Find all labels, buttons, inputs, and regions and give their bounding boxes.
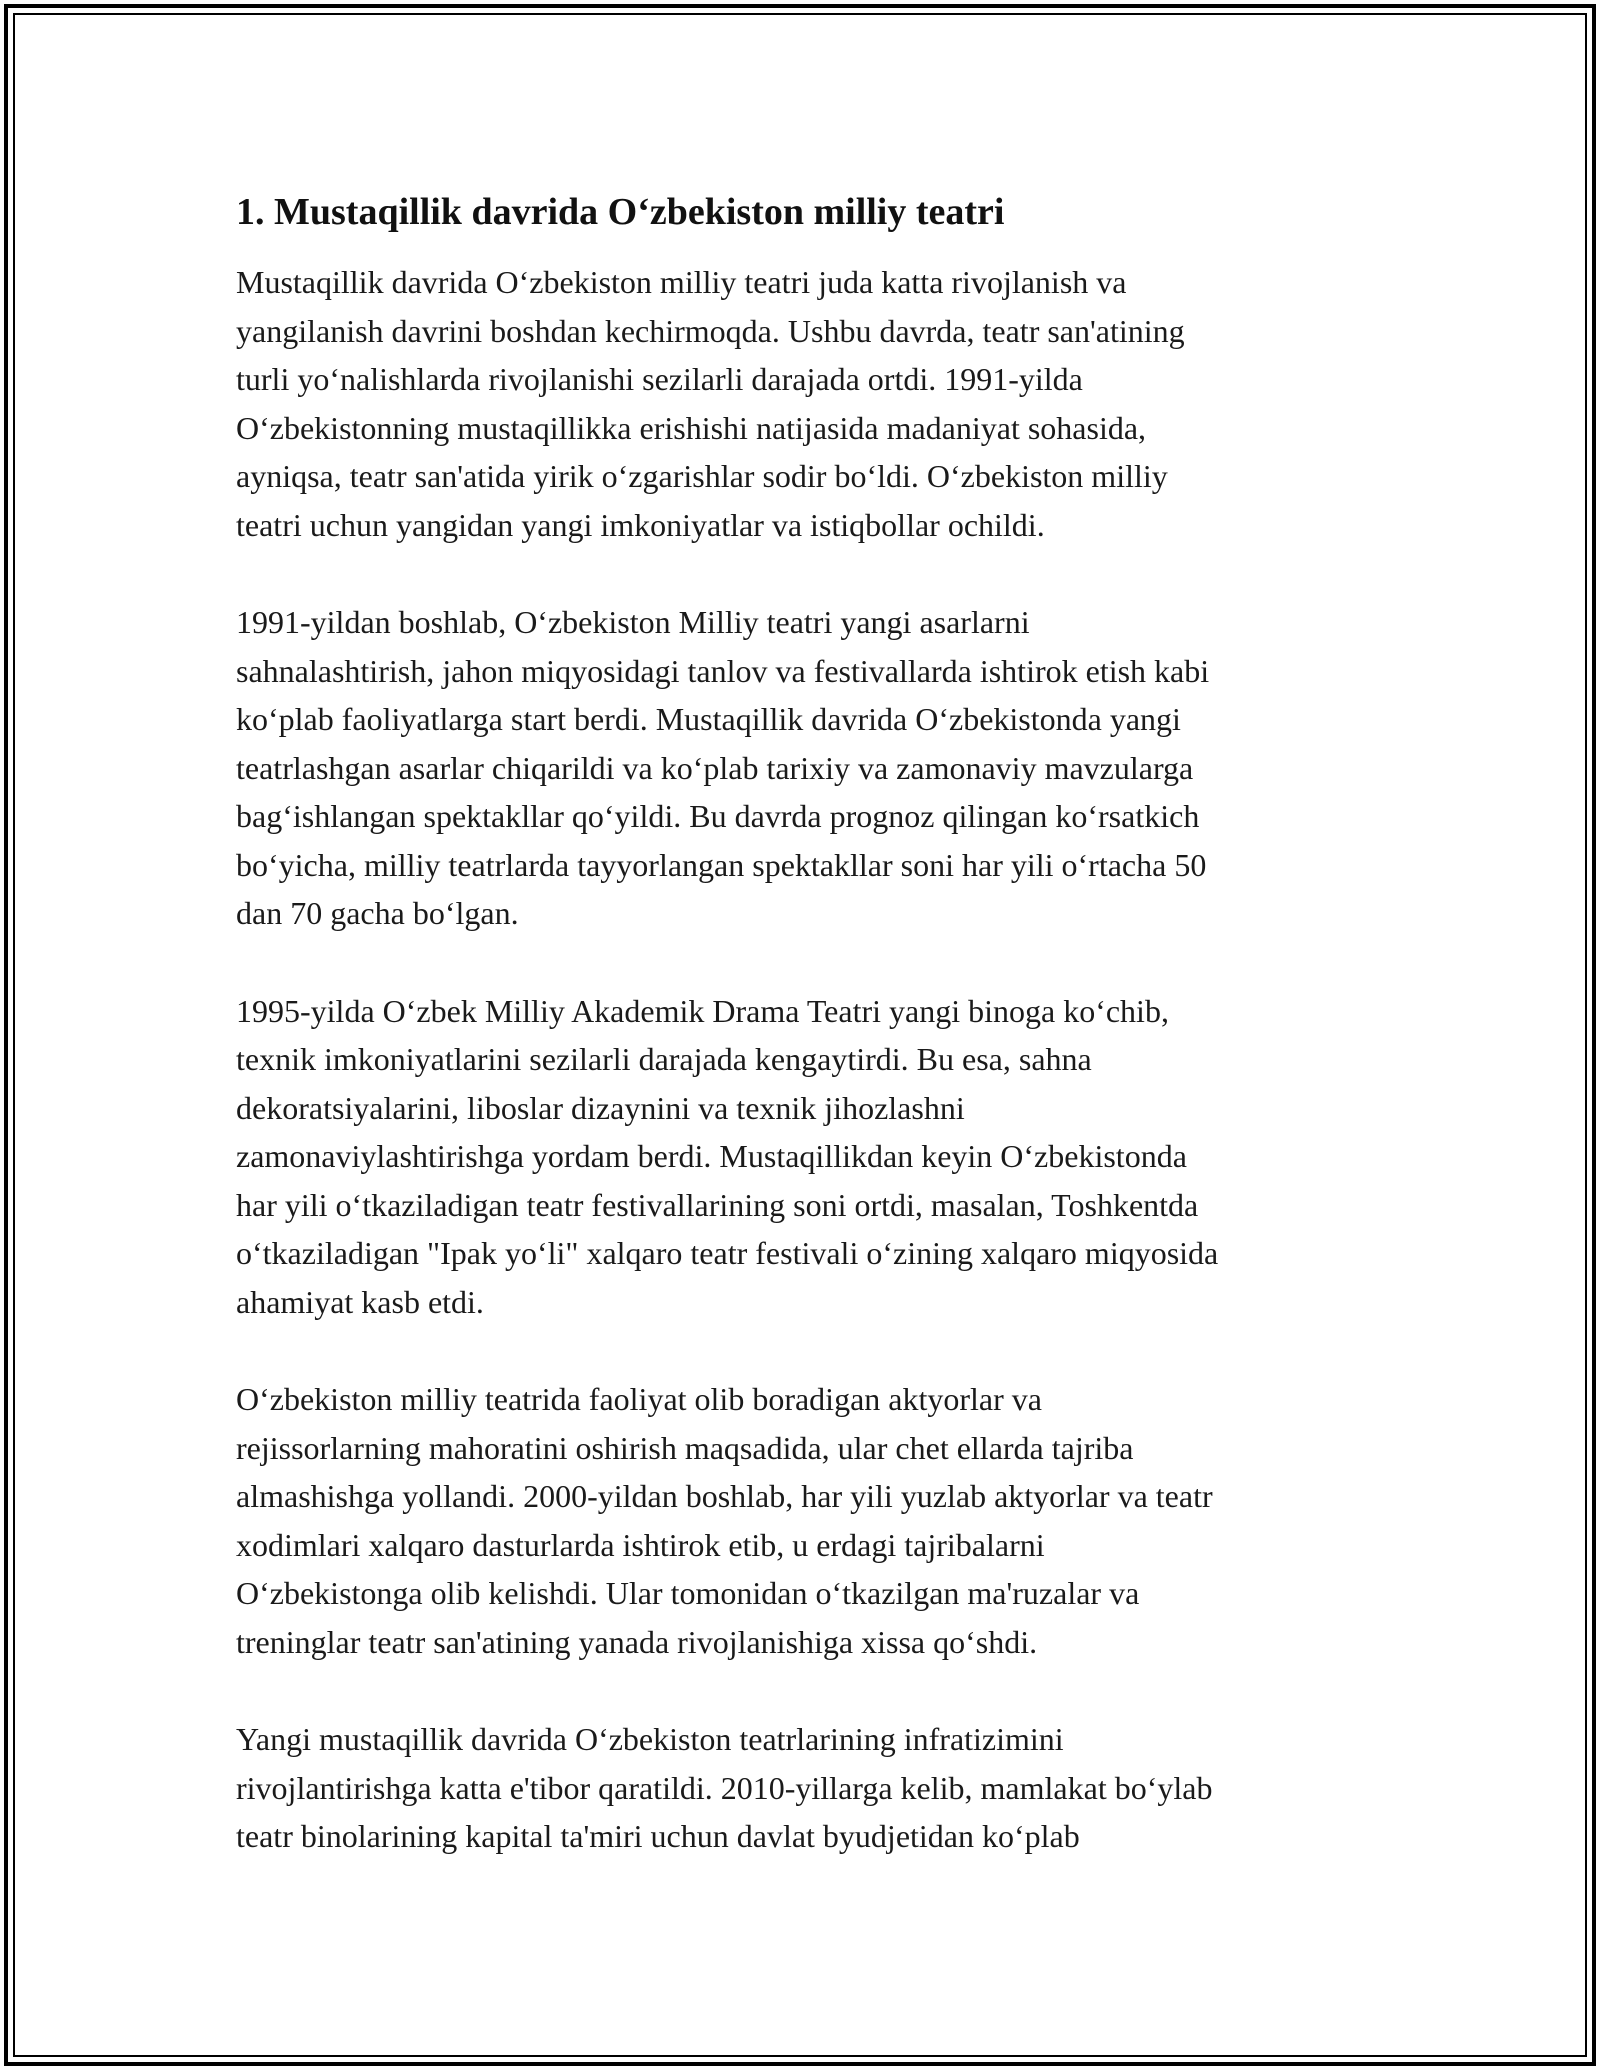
section-heading: 1. Mustaqillik davrida O‘zbekiston milliy teatri xyxy=(236,191,1005,233)
paragraph-1: Mustaqillik davrida O‘zbekiston milliy teatri juda katta rivojlanish va yangilanish davrini boshdan kechirmoqda. Ushbu davrda, teatr san'atining turli yo‘nalishlarda rivojlanishi sezilarli darajada ortdi. 1991-yilda O‘zbekistonning mustaqillikka erishishi natijasida madaniyat sohasida, ayniqsa, teatr san'atida yirik o‘zgarishlar sodir bo‘ldi. O‘zbekiston milliy teatri uchun yangidan yangi imkoniyatlar va istiqbollar ochildi. xyxy=(236,264,1185,543)
paragraph-5: Yangi mustaqillik davrida O‘zbekiston teatrlarining infratizimini rivojlantirishga katta e'tibor qaratildi. 2010-yillarga kelib, mamlakat bo‘ylab teatr binolarining kapital ta'miri uchun davlat byudjetidan ko‘plab xyxy=(236,1721,1213,1854)
paragraph-2: 1991-yildan boshlab, O‘zbekiston Milliy teatri yangi asarlarni sahnalashtirish, jahon miqyosidagi tanlov va festivallarda ishtirok etish kabi ko‘plab faoliyatlarga start berdi. Mustaqillik davrida O‘zbekistonda yangi teatrlashgan asarlar chiqarildi va ko‘plab tarixiy va zamonaviy mavzularga bag‘ishlangan spektakllar qo‘yildi. Bu davrda prognoz qilingan ko‘rsatkich bo‘yicha, milliy teatrlarda tayyorlangan spektakllar soni har yili o‘rtacha 50 dan 70 gacha bo‘lgan. xyxy=(236,604,1210,931)
document-body xyxy=(236,186,1376,1861)
paragraph-4: O‘zbekiston milliy teatrida faoliyat olib boradigan aktyorlar va rejissorlarning mahoratini oshirish maqsadida, ular chet ellarda tajriba almashishga yollandi. 2000-yildan boshlab, har yili yuzlab aktyorlar va teatr xodimlari xalqaro dasturlarda ishtirok etib, u erdagi tajribalarni O‘zbekistonga olib kelishdi. Ular tomonidan o‘tkazilgan ma'ruzalar va treninglar teatr san'atining yanada rivojlanishiga xissa qo‘shdi. xyxy=(236,1381,1213,1660)
paragraph-3: 1995-yilda O‘zbek Milliy Akademik Drama Teatri yangi binoga ko‘chib, texnik imkoniyatlarini sezilarli darajada kengaytirdi. Bu esa, sahna dekoratsiyalarini, liboslar dizaynini va texnik jihozlashni zamonaviylashtirishga yordam berdi. Mustaqillikdan keyin O‘zbekistonda har yili o‘tkaziladigan teatr festivallarining soni ortdi, masalan, Toshkentda o‘tkaziladigan "Ipak yo‘li" xalqaro teatr festivali o‘zining xalqaro miqyosida ahamiyat kasb etdi. xyxy=(236,992,1219,1320)
